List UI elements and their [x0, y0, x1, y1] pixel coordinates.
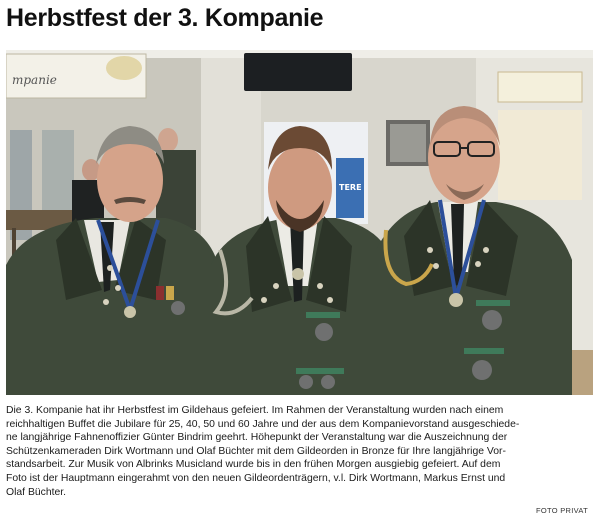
caption-line: Die 3. Kompanie hat ihr Herbstfest im Gildehaus gefeiert. Im Rahmen der Veranstaltung wurden nach einem — [6, 405, 504, 416]
sign-text: TERE — [339, 183, 362, 192]
article-photo — [6, 50, 593, 395]
caption-line: reichhaltigen Buffet die Jubilare für 25, 40, 50 und 60 Jahre und der aus dem Kompanievorstand ausgeschiede- — [6, 418, 520, 430]
photo-credit: FOTO PRIVAT — [535, 506, 588, 515]
article-headline: Herbstfest der 3. Kompanie — [6, 4, 324, 32]
banner-text: mpanie — [12, 73, 57, 87]
caption-line: Foto ist der Hauptmann eingerahmt von den neuen Gildeordenträgern, v.l. Dirk Wortmann, Markus Ernst und — [6, 472, 506, 484]
wall-tv — [244, 53, 352, 91]
caption-line: Olaf Büchter. — [6, 486, 67, 498]
caption-line: Schützenkameraden Dirk Wortmann und Olaf Büchter mit dem Gildeorden in Bronze für Ihre langjährige Vor- — [6, 445, 506, 457]
photo-caption — [6, 404, 592, 499]
hanging-banner — [6, 54, 146, 98]
caption-line: standsarbeit. Zur Musik von Albrinks Musicland wurde bis in den frühen Morgen ausgiebig gefeiert. Auf dem — [6, 459, 501, 471]
caption-line: ne langjährige Fahnenoffizier Günter Bindrim geehrt. Höhepunkt der Veranstaltung war die Auszeichnung der — [6, 432, 508, 444]
